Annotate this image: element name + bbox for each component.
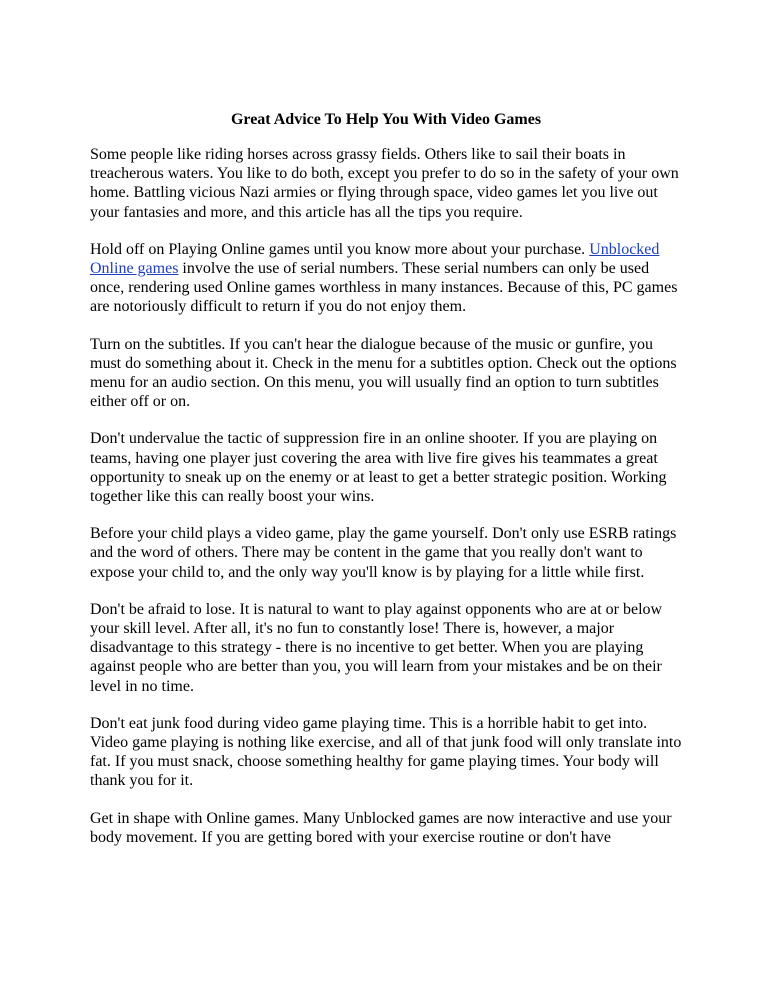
paragraph-junk-food: Don't eat junk food during video game playing time. This is a horrible habit to get into. Video game playing is nothing like exercise, and all of that junk food will only translate into fat. If you must snack, choose something healthy for game playing times. Your body will thank you for it. <box>90 714 682 790</box>
paragraph-intro: Some people like riding horses across grassy fields. Others like to sail their boats in treacherous waters. You like to do both, except you prefer to do so in the safety of your own home. Battling vicious Nazi armies or flying through space, video games let you live out your fantasies and more, and this article has all the tips you require. <box>90 146 679 221</box>
paragraph-get-in-shape: Get in shape with Online games. Many Unblocked games are now interactive and use your body movement. If you are getting bored with your exercise routine or don't have <box>90 809 672 846</box>
paragraph-subtitles: Turn on the subtitles. If you can't hear the dialogue because of the music or gunfire, you must do something about it. Check in the menu for a subtitles option. Check out the options menu for an audio section. On this menu, you will usually find an option to turn subtitles either off or on. <box>90 335 677 411</box>
document-body <box>90 107 682 865</box>
unblocked-online-games-link[interactable]: Unblocked Online games <box>90 240 660 278</box>
page-title: Great Advice To Help You With Video Games <box>230 111 542 128</box>
paragraph-hold-off <box>90 240 682 317</box>
paragraph-play-first: Before your child plays a video game, play the game yourself. Don't only use ESRB ratings and the word of others. There may be content in the game that you really don't want to expose your child to, and the only way you'll know is by playing for a little while first. <box>90 525 677 581</box>
paragraph-suppression-fire: Don't undervalue the tactic of suppression fire in an online shooter. If you are playing on teams, having one player just covering the area with live fire gives his teammates a great opportunity to sneak up on the enemy or at least to get a better strategic position. Working together like this can really boost your wins. <box>90 430 667 506</box>
paragraph-text: Hold off on Playing Online games until you know more about your purchase. <box>90 240 590 258</box>
paragraph-afraid-to-lose: Don't be afraid to lose. It is natural to want to play against opponents who are at or below your skill level. After all, it's no fun to constantly lose! There is, however, a major disadvantage to this strategy - there is no incentive to get better. When you are playing against people who are better than you, you will learn from your mistakes and be on their level in no time. <box>90 600 663 695</box>
paragraph-text: involve the use of serial numbers. These serial numbers can only be used once, rendering used Online games worthless in many instances. Because of this, PC games are notoriously difficult to return if you do not enjoy them. <box>90 260 678 316</box>
